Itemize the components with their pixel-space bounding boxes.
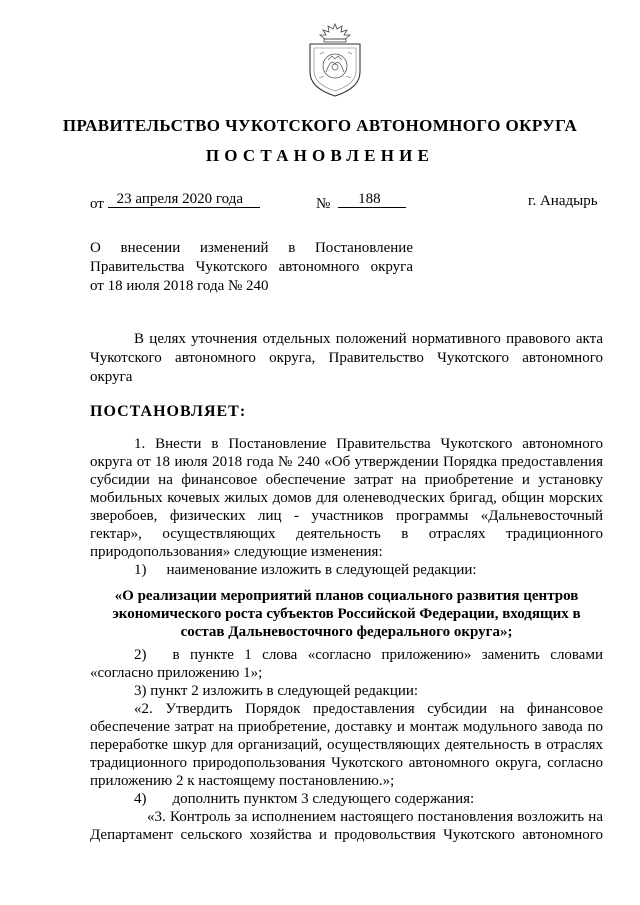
item1-line-4: мобильных кочевых жилых домов для оленеводческих бригад, общин морских [90,490,603,506]
sub3-line-2: «2. Утвердить Порядок предоставления субсидии на финансовое [134,701,603,717]
date-prefix: от [90,196,104,212]
sub3-line-5: традиционного природопользования Чукотского автономного округа, согласно [90,755,603,771]
sub4-line-1: 4) дополнить пунктом 3 следующего содержания: [134,791,475,807]
sub4-line-3: Департамент сельского хозяйства и продовольствия Чукотского автономного [90,827,603,843]
number-field: 188 [338,193,406,208]
coat-of-arms-icon [304,20,366,98]
item1-line-5: зверобоев, физических лиц - участников программы «Дальневосточный [90,508,603,524]
item1-line-2: округа от 18 июля 2018 года № 240 «Об утверждении Порядка предоставления [90,454,603,470]
date-row [90,193,260,213]
sub3-line-4: переработке шкур для организаций, осуществляющих деятельность в отраслях [90,737,603,753]
sub2-line-2: «согласно приложению 1»; [90,665,263,681]
government-name: ПРАВИТЕЛЬСТВО ЧУКОТСКОГО АВТОНОМНОГО ОКРУГА [62,116,578,135]
date-field: 23 апреля 2020 года [108,193,260,208]
item1-line-6: гектар», осуществляющих деятельность в отраслях традиционного [90,526,603,542]
resolves-heading: ПОСТАНОВЛЯЕТ: [90,403,247,420]
item1-line-1: 1. Внести в Постановление Правительства Чукотского автономного [134,436,603,452]
item1-line-3: субсидии на финансовое обеспечение затрат на приобретение и установку [90,472,603,488]
city: г. Анадырь [528,193,598,209]
new-title-line-1: «О реализации мероприятий планов социального развития центров [114,588,579,604]
number-row [316,193,406,213]
new-title-line-2: экономического роста субъектов Российской Федерации, входящих в [112,606,581,622]
item1-sub1: 1) наименование изложить в следующей редакции: [134,562,477,578]
sub3-line-1: 3) пункт 2 изложить в следующей редакции: [134,683,419,699]
document-type: ПОСТАНОВЛЕНИЕ [205,146,435,165]
preamble-line-2: Чукотского автономного округа, Правительство Чукотского автономного [90,350,603,366]
preamble-line-1: В целях уточнения отдельных положений нормативного правового акта [134,331,603,347]
preamble-line-3: округа [90,369,133,385]
subject-line-2: Правительства Чукотского автономного округа [90,259,413,275]
number-prefix: № [316,196,331,212]
item1-line-7: природопользования» следующие изменения: [90,544,383,560]
subject-line-1: О внесении изменений в Постановление [90,240,413,256]
sub3-line-3: обеспечение затрат на приобретение, доставку и монтаж модульного завода по [90,719,603,735]
new-title-line-3: состав Дальневосточного федерального округа»; [180,624,513,640]
sub3-line-6: приложению 2 к настоящему постановлению.»; [90,773,395,789]
subject-line-3: от 18 июля 2018 года № 240 [90,278,269,294]
sub4-line-2: «3. Контроль за исполнением настоящего постановления возложить на [147,809,603,825]
sub2-line-1: 2) в пункте 1 слова «согласно приложению» заменить словами [134,647,603,663]
